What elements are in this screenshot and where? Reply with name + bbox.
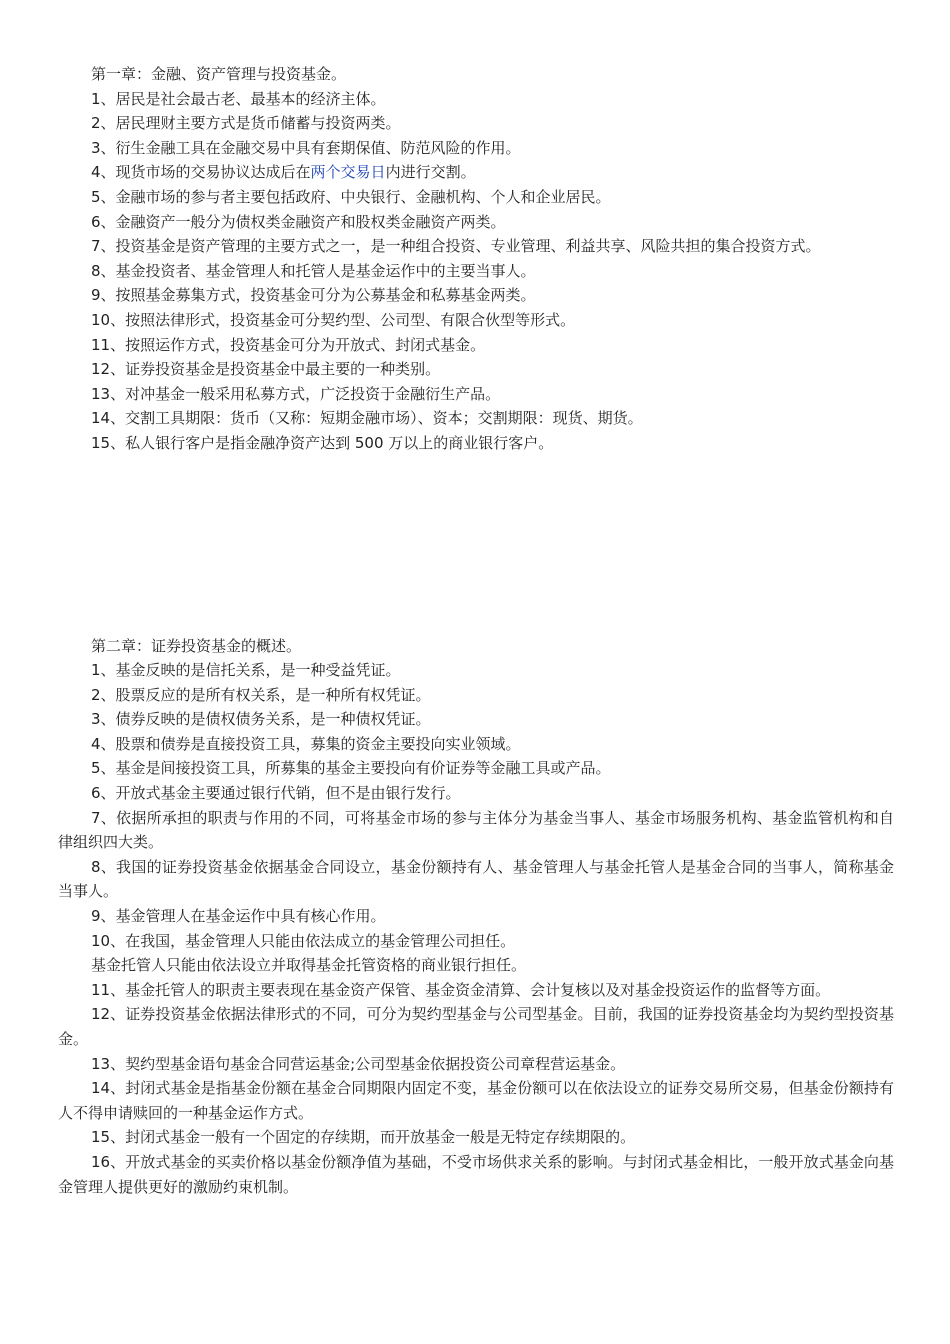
chapter-1-item-1: 1、居民是社会最古老、最基本的经济主体。 — [91, 89, 386, 108]
chapter-1-item-4 — [58, 160, 894, 185]
chapter-2-item-5: 5、基金是间接投资工具，所募集的基金主要投向有价证券等金融工具或产品。 — [91, 759, 611, 778]
chapter-1-item-3: 3、衍生金融工具在金融交易中具有套期保值、防范风险的作用。 — [91, 138, 521, 157]
chapter-2-item-14: 14、封闭式基金是指基金份额在基金合同期限内固定不变，基金份额可以在依法设立的证券交易所交易，但基金份额持有人不得申请赎回的一种基金运作方式。 — [58, 1079, 894, 1122]
chapter-1-item-5: 5、金融市场的参与者主要包括政府、中央银行、金融机构、个人和企业居民。 — [91, 187, 611, 206]
chapter-2-item-3: 3、债券反映的是债权债务关系，是一种债权凭证。 — [91, 710, 431, 729]
chapter-1-section — [58, 62, 894, 456]
item-4-text-after: 内进行交割。 — [385, 163, 476, 182]
chapter-1-item-6: 6、金融资产一般分为债权类金融资产和股权类金融资产两类。 — [91, 212, 506, 231]
chapter-2-item-2: 2、股票反应的是所有权关系，是一种所有权凭证。 — [91, 685, 431, 704]
chapter-2-item-13: 13、契约型基金语句基金合同营运基金;公司型基金依据投资公司章程营运基金。 — [91, 1054, 626, 1073]
chapter-1-item-8: 8、基金投资者、基金管理人和托管人是基金运作中的主要当事人。 — [91, 261, 536, 280]
chapter-2-item-16: 16、开放式基金的买卖价格以基金份额净值为基础，不受市场供求关系的影响。与封闭式基金相比，一般开放式基金向基金管理人提供更好的激励约束机制。 — [58, 1152, 894, 1196]
chapter-2-item-7: 7、依据所承担的职责与作用的不同，可将基金市场的参与主体分为基金当事人、基金市场服务机构、基金监管机构和自律组织四大类。 — [58, 808, 894, 852]
chapter-2-item-6: 6、开放式基金主要通过银行代销，但不是由银行发行。 — [91, 784, 461, 803]
chapter-1-item-13: 13、对冲基金一般采用私募方式，广泛投资于金融衍生产品。 — [91, 384, 501, 403]
chapter-1-item-10: 10、按照法律形式，投资基金可分契约型、公司型、有限合伙型等形式。 — [91, 310, 576, 329]
chapter-1-item-15: 15、私人银行客户是指金融净资产达到 500 万以上的商业银行客户。 — [91, 433, 554, 452]
chapter-1-item-2: 2、居民理财主要方式是货币储蓄与投资两类。 — [91, 114, 401, 133]
chapter-2-section — [58, 634, 894, 1200]
chapter-1-item-9: 9、按照基金募集方式，投资基金可分为公募基金和私募基金两类。 — [91, 286, 536, 305]
chapter-2-item-10: 10、在我国，基金管理人只能由依法成立的基金管理公司担任。 — [91, 931, 516, 950]
chapter-2-item-12: 12、证券投资基金依据法律形式的不同，可分为契约型基金与公司型基金。目前，我国的证券投资基金均为契约型投资基金。 — [58, 1005, 894, 1048]
two-trading-days-link[interactable]: 两个交易日 — [310, 163, 386, 182]
chapter-2-item-10-continued: 基金托管人只能由依法设立并取得基金托管资格的商业银行担任。 — [91, 956, 527, 975]
chapter-2-item-11: 11、基金托管人的职责主要表现在基金资产保管、基金资金清算、会计复核以及对基金投资运作的监督等方面。 — [91, 980, 831, 999]
chapter-1-item-7: 7、投资基金是资产管理的主要方式之一，是一种组合投资、专业管理、利益共享、风险共担的集合投资方式。 — [91, 237, 821, 256]
chapter-1-title: 第一章：金融、资产管理与投资基金。 — [91, 65, 347, 83]
chapter-2-item-8: 8、我国的证券投资基金依据基金合同设立，基金份额持有人、基金管理人与基金托管人是基金合同的当事人，简称基金当事人。 — [58, 857, 894, 901]
document-page — [58, 62, 894, 1199]
chapter-2-title: 第二章：证券投资基金的概述。 — [91, 636, 302, 655]
chapter-1-item-12: 12、证券投资基金是投资基金中最主要的一种类别。 — [91, 360, 441, 379]
chapter-1-item-14: 14、交割工具期限：货币（又称：短期金融市场）、资本；交割期限：现货、期货。 — [91, 409, 643, 428]
chapter-2-item-1: 1、基金反映的是信托关系，是一种受益凭证。 — [91, 661, 401, 680]
chapter-1-item-11: 11、按照运作方式，投资基金可分为开放式、封闭式基金。 — [91, 335, 486, 354]
chapter-2-item-9: 9、基金管理人在基金运作中具有核心作用。 — [91, 907, 386, 926]
chapter-2-item-15: 15、封闭式基金一般有一个固定的存续期，而开放基金一般是无特定存续期限的。 — [91, 1128, 636, 1147]
chapter-2-item-4: 4、股票和债券是直接投资工具，募集的资金主要投向实业领域。 — [91, 734, 521, 753]
item-4-text-before: 4、现货市场的交易协议达成后在 — [91, 163, 311, 182]
